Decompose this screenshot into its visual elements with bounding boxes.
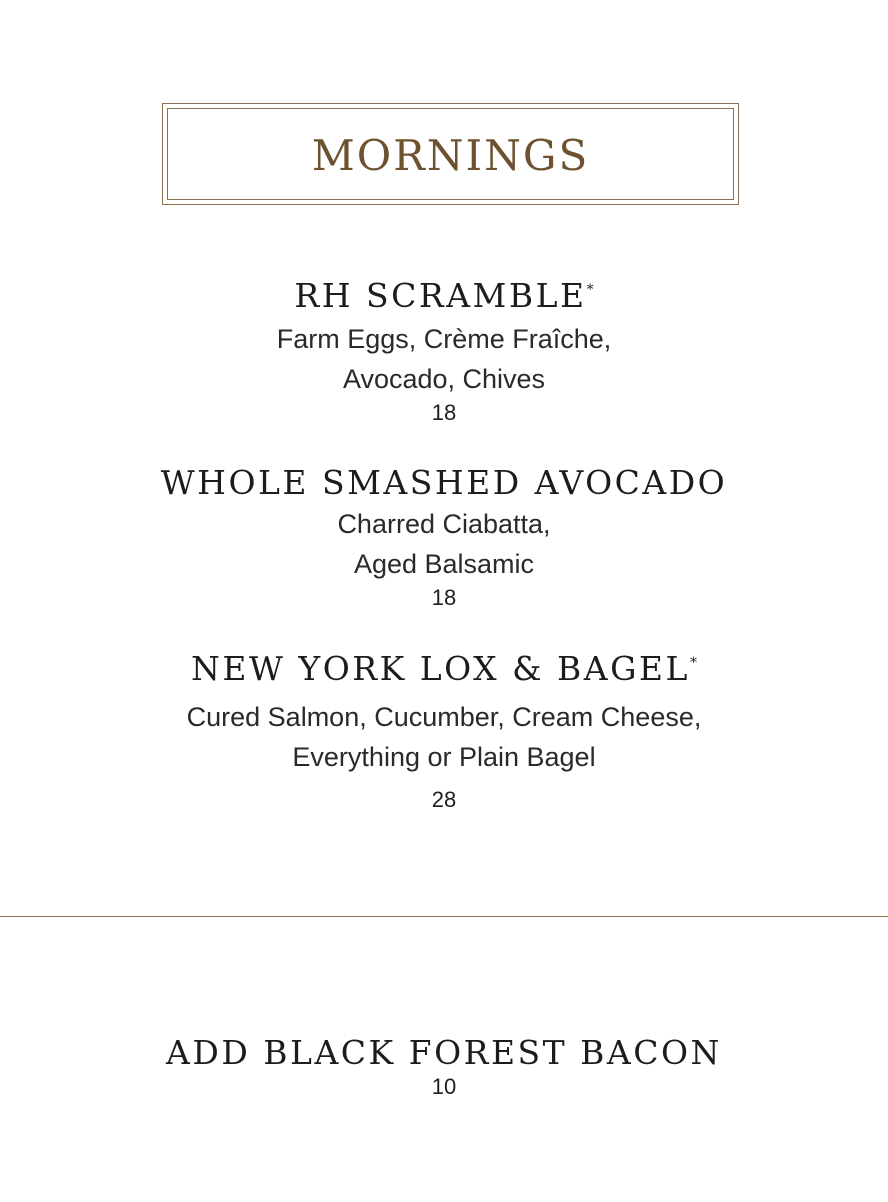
section-title-frame bbox=[162, 103, 739, 205]
menu-item-description-line: Avocado, Chives bbox=[342, 364, 546, 394]
menu-item-name-text: RH SCRAMBLE bbox=[294, 276, 587, 315]
menu-item-name-text: WHOLE SMASHED AVOCADO bbox=[160, 463, 728, 502]
menu-item-description bbox=[0, 319, 888, 399]
addon-name: ADD BLACK FOREST BACON bbox=[166, 1033, 722, 1072]
menu-item-whole-smashed-avocado bbox=[0, 463, 888, 612]
menu-item-description-line: Cured Salmon, Cucumber, Cream Cheese, bbox=[186, 702, 702, 732]
menu-item-description-line: Charred Ciabatta, bbox=[337, 509, 551, 539]
menu-item-description-line: Everything or Plain Bagel bbox=[292, 742, 596, 772]
menu-item-new-york-lox-bagel bbox=[0, 649, 888, 814]
asterisk-marker: * bbox=[586, 282, 594, 298]
menu-item-name bbox=[0, 276, 888, 316]
menu-item-rh-scramble bbox=[0, 276, 888, 427]
section-title: MORNINGS bbox=[311, 130, 590, 180]
menu-item-name bbox=[0, 463, 888, 503]
addon-price: 10 bbox=[431, 1074, 457, 1099]
section-title-inner-frame bbox=[167, 108, 734, 200]
menu-item-price: 28 bbox=[431, 787, 457, 812]
menu-item-name-text: NEW YORK LOX & BAGEL bbox=[191, 649, 690, 688]
menu-item-description bbox=[0, 504, 888, 584]
asterisk-marker: * bbox=[689, 655, 697, 671]
menu-item-price: 18 bbox=[431, 400, 457, 425]
addon-item bbox=[0, 1033, 888, 1101]
menu-item-description bbox=[0, 697, 888, 777]
section-divider bbox=[0, 916, 888, 917]
menu-item-description-line: Aged Balsamic bbox=[353, 549, 535, 579]
menu-item-description-line: Farm Eggs, Crème Fraîche, bbox=[276, 324, 612, 354]
menu-item-name bbox=[0, 649, 888, 689]
menu-item-price: 18 bbox=[431, 585, 457, 610]
